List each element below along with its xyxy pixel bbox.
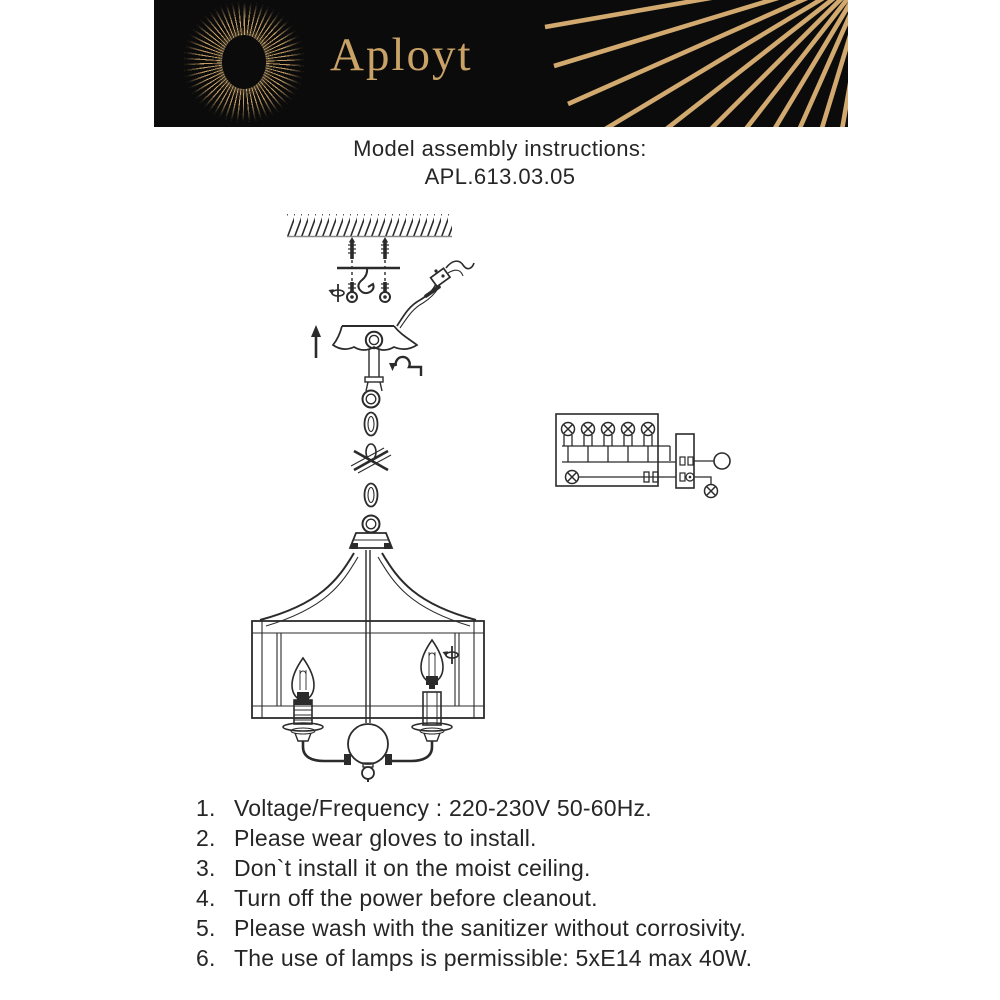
candle-bulb-left (283, 658, 323, 741)
ceiling-hook (358, 268, 373, 293)
lamp-symbol (602, 423, 615, 436)
instruction-text: The use of lamps is permissible: 5xE14 max 40W. (234, 945, 753, 971)
lamp-symbol (566, 471, 579, 484)
hook-clip-icon (389, 357, 421, 376)
wiring-schematic (556, 414, 730, 498)
finial (362, 763, 374, 782)
instruction-item (196, 883, 896, 913)
lamp-symbol (582, 423, 595, 436)
instruction-number: 6. (196, 945, 216, 971)
instruction-number: 2. (196, 825, 216, 851)
frame-arm-left (260, 553, 358, 626)
instruction-number: 1. (196, 795, 216, 821)
lamp-symbol (642, 423, 655, 436)
instructions-list (196, 793, 896, 973)
instruction-text: Voltage/Frequency : 220-230V 50-60Hz. (234, 795, 652, 821)
instruction-item (196, 853, 896, 883)
lamp-symbol (562, 423, 575, 436)
anchor-screw-right (380, 237, 390, 302)
lower-arm-left (303, 741, 351, 765)
instruction-text: Please wear gloves to install. (234, 825, 537, 851)
power-wire-connector (397, 261, 474, 328)
instruction-text: Please wash with the sanitizer without corrosivity. (234, 915, 747, 941)
page-title: Model assembly instructions: (353, 136, 647, 161)
ceiling-hatch (287, 214, 452, 237)
center-rod (366, 550, 370, 723)
lamp-symbol (622, 423, 635, 436)
center-sphere (348, 724, 388, 764)
instruction-text: Turn off the power before cleanout. (234, 885, 598, 911)
instruction-text: Don`t install it on the moist ceiling. (234, 855, 591, 881)
instruction-number: 3. (196, 855, 216, 881)
instruction-item (196, 913, 896, 943)
canopy (333, 326, 417, 391)
instruction-item (196, 823, 896, 853)
lamp-symbol (705, 485, 718, 498)
lower-arm-right (385, 741, 432, 765)
up-arrow-icon (311, 325, 321, 358)
chain-cut-icon (351, 448, 391, 473)
brand-name: Aployt (330, 29, 473, 81)
instruction-item (196, 943, 896, 973)
screw-rotation-icon (329, 284, 345, 302)
instruction-number: 4. (196, 885, 216, 911)
instruction-item (196, 793, 896, 823)
chandelier-cap (350, 533, 392, 549)
frame-arm-right (378, 553, 476, 626)
instruction-number: 5. (196, 915, 216, 941)
model-number: APL.613.03.05 (424, 164, 576, 189)
drum-frame (252, 621, 484, 718)
bulb-rotation-icon (443, 646, 459, 664)
anchor-screw-left (347, 237, 357, 302)
